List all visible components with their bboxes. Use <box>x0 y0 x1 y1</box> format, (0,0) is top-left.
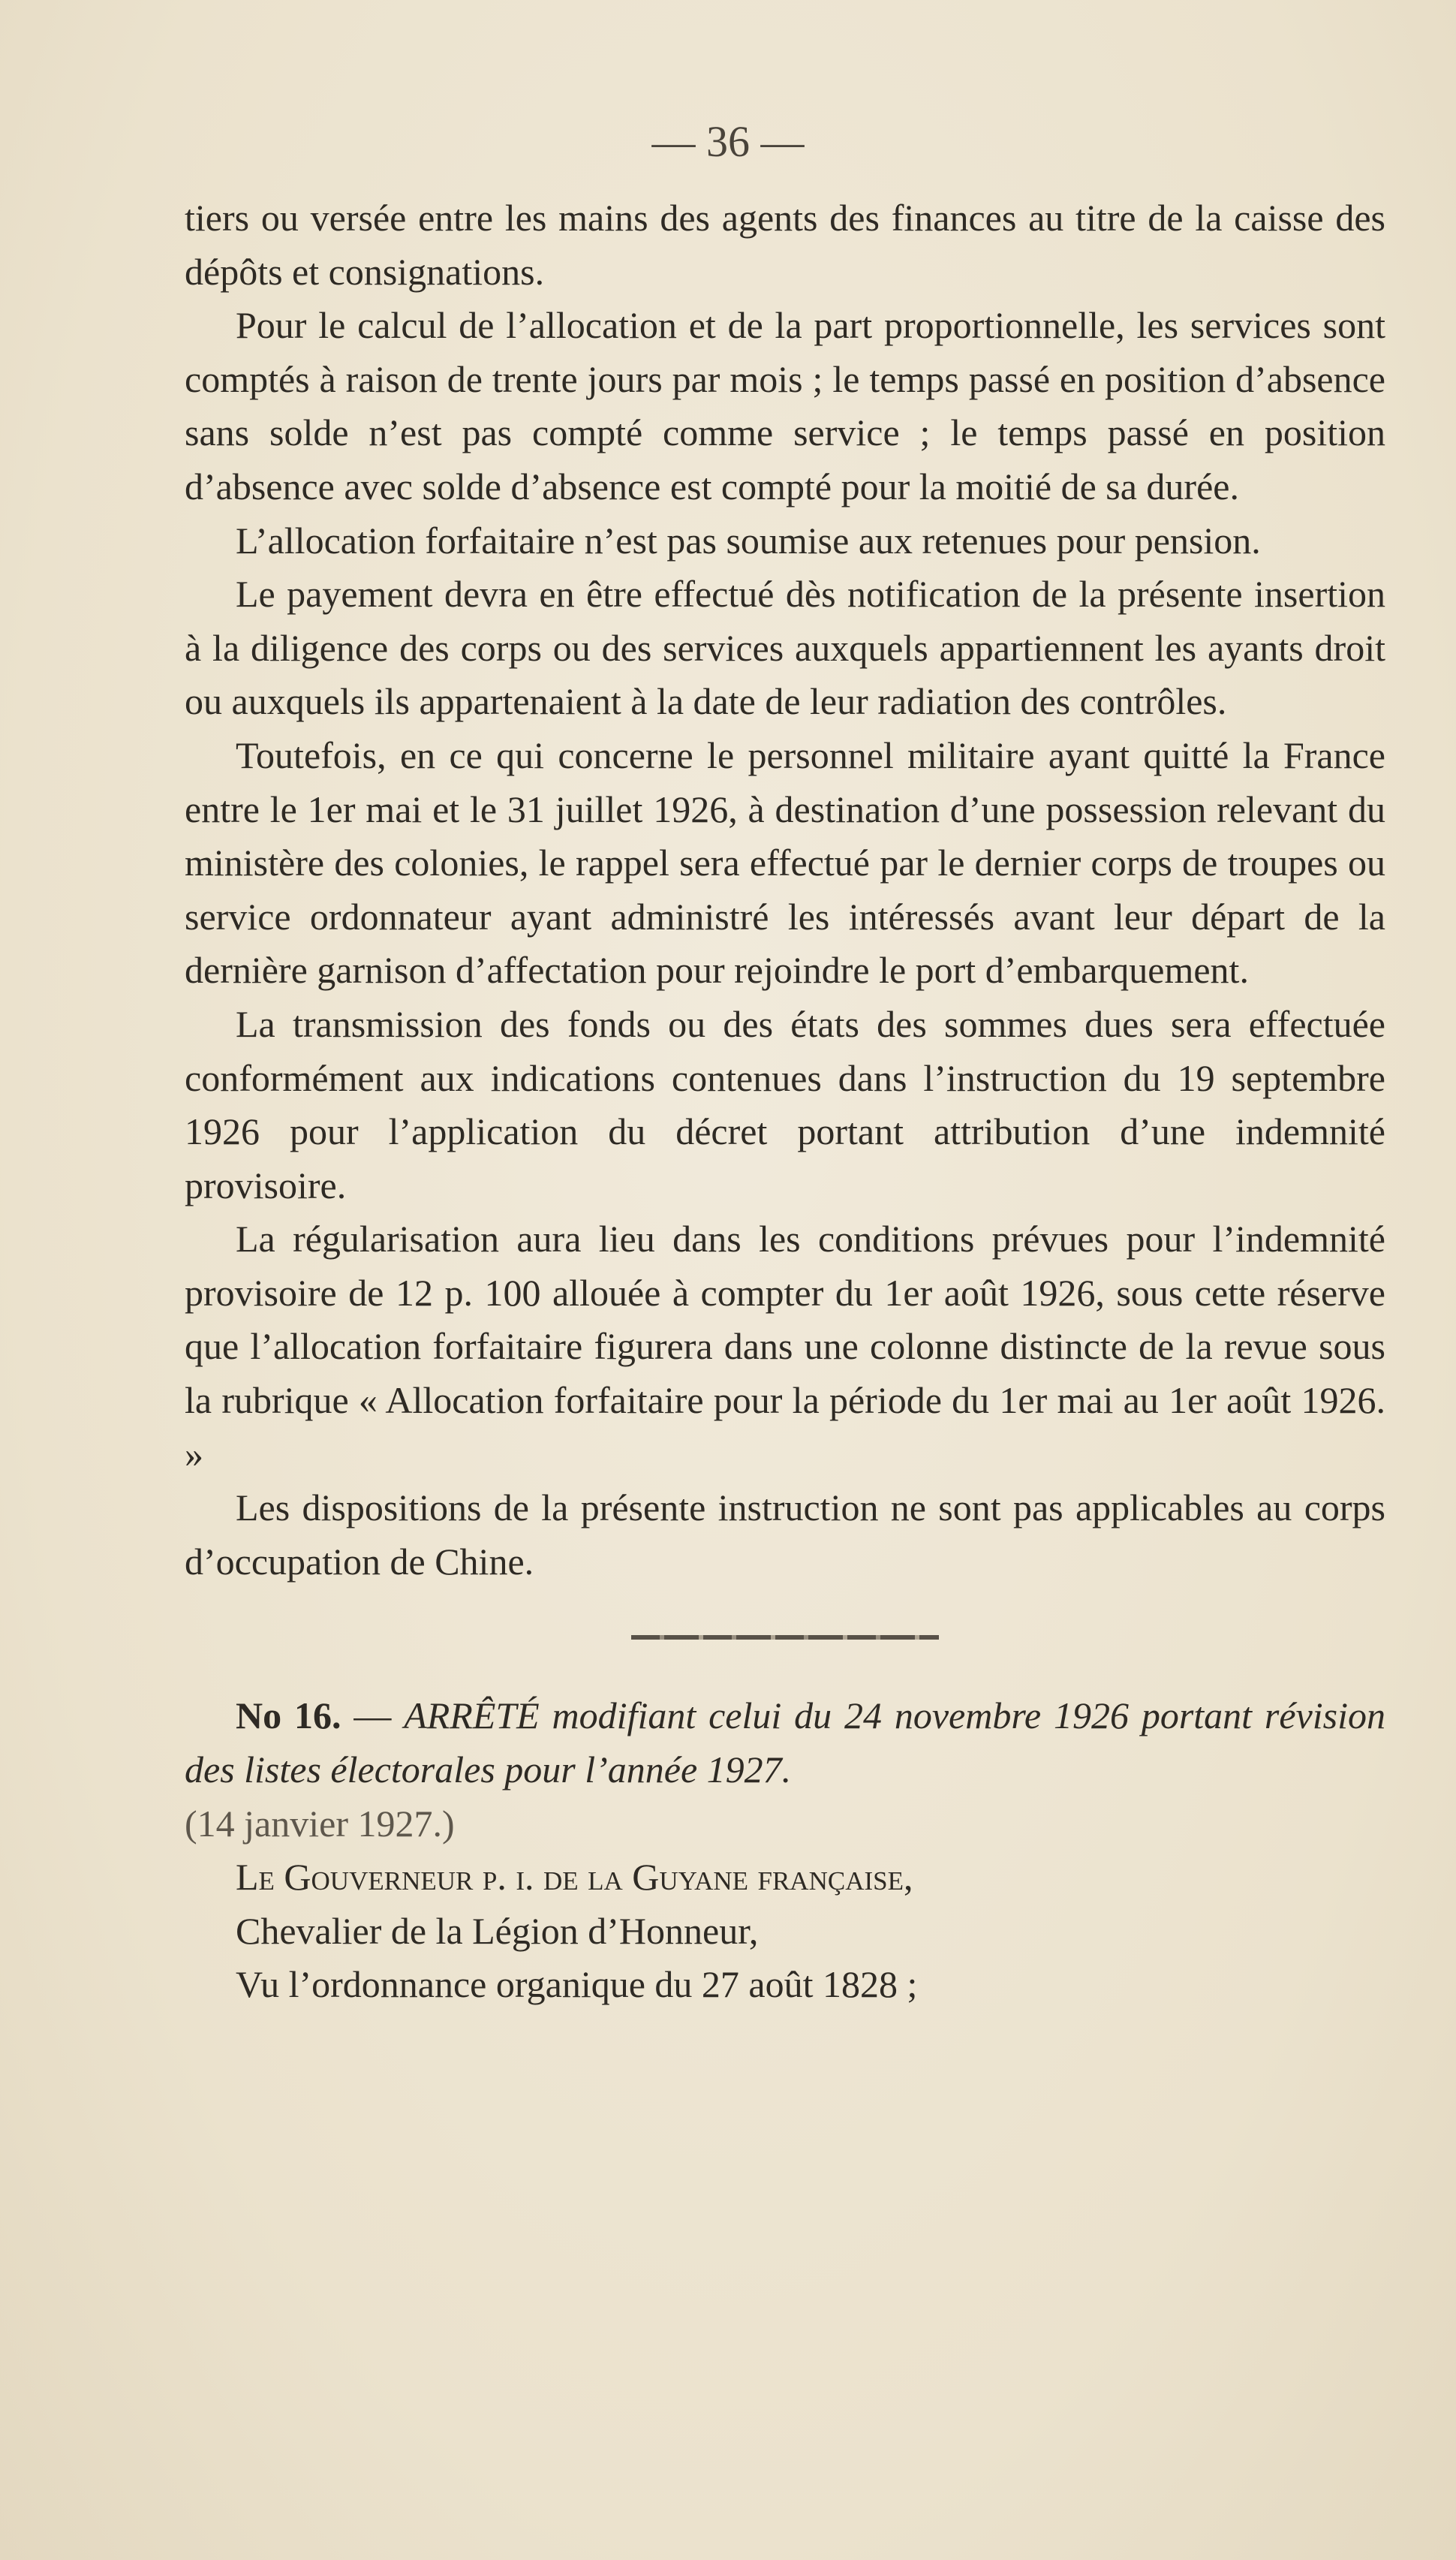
paragraph-calcul: Pour le calcul de l’allocation et de la part proportionnelle, les services sont comptés à raison de trente jours par mois ; le temps passé en position d’absence sans solde n’est pas compté comme service ; le temps passé en position d’absence avec solde d’absence est compté pour la moitié de sa durée. <box>185 304 1385 507</box>
paragraph-allocation: L’allocation forfaitaire n’est pas soumise aux retenues pour pension. <box>236 519 1261 562</box>
page-number: — 36 — <box>651 117 805 166</box>
paragraph-continuation: tiers ou versée entre les mains des agents des finances au titre de la caisse des dépôts et consignations. <box>185 197 1385 293</box>
article-title: ARRÊTÉ modifiant celui du 24 novembre 1926 portant révision des listes électorales pour l’année 1927. <box>185 1694 1386 1791</box>
article-heading <box>185 1689 1385 1797</box>
article-number: No 16. <box>236 1694 341 1737</box>
paragraph-toutefois: Toutefois, en ce qui concerne le personnel militaire ayant quitté la France entre le 1er mai et le 31 juillet 1926, à destination d’une possession relevant du ministère des colonies, le rappel sera effectué par le dernier corps de troupes ou service ordonnateur ayant administré les intéressés avant leur départ de la dernière garnison d’affectation pour rejoindre le port d’embarquement. <box>185 733 1385 992</box>
paragraph-payement: Le payement devra en être effectué dès notification de la présente insertion à la diligence des corps ou des services auxquels appartiennent les ayants droit ou auxquels ils appartenaient à la date de leur radiation des contrôles. <box>185 573 1385 723</box>
paragraph-transmission: La transmission des fonds ou des états des sommes dues sera effectuée conformément aux indications contenues dans l’instruction du 19 septembre 1926 pour l’application du décret portant attribution d’une indemnité provisoire. <box>185 1002 1385 1206</box>
body-text <box>185 191 1385 2012</box>
chevalier-line: Chevalier de la Légion d’Honneur, <box>236 1909 759 1952</box>
governor-line: Le Gouverneur p. i. de la Guyane française, <box>236 1856 913 1899</box>
article-dash: — <box>353 1694 392 1737</box>
section-divider <box>631 1635 939 1640</box>
vu-line: Vu l’ordonnance organique du 27 août 1828 ; <box>236 1963 918 2006</box>
paragraph-regularisation: La régularisation aura lieu dans les conditions prévues pour l’indemnité provisoire de 12 p. 100 allouée à compter du 1er août 1926, sous cette réserve que l’allocation forfaitaire figurera dans une colonne distincte de la revue sous la rubrique « Allocation forfaitaire pour la période du 1er mai au 1er août 1926. » <box>185 1218 1385 1475</box>
article-date: (14 janvier 1927.) <box>185 1802 455 1845</box>
paragraph-dispositions: Les dispositions de la présente instruction ne sont pas applicables au corps d’occupation de Chine. <box>185 1486 1385 1583</box>
